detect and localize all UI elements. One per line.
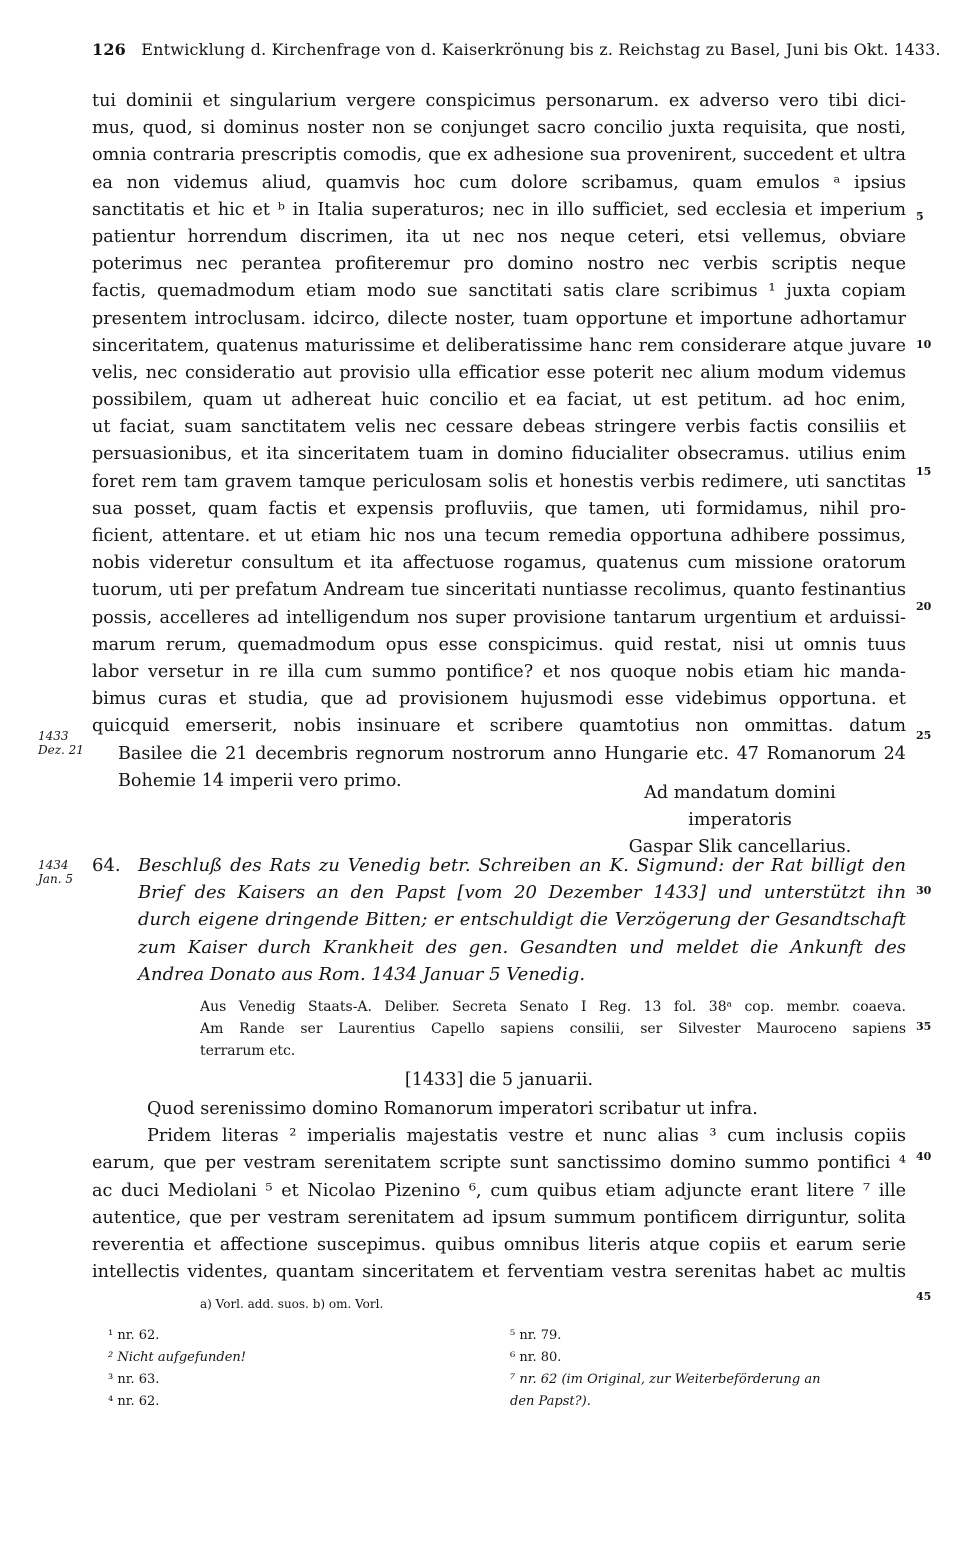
text-line: factis, quemadmodum etiam modo sue sanctitati satis clare scribimus ¹ juxta copiam: [92, 281, 906, 302]
source-line: Aus Venedig Staats-A. Deliber. Secreta Senato I Reg. 13 fol. 38ᵃ cop. membr. coaeva.: [200, 999, 906, 1015]
line-number: 30: [916, 884, 932, 897]
text-line: sua posset, quam factis et expensis profluviis, que tamen, uti formidamus, nihil pro-: [92, 498, 906, 519]
text-line: ac duci Mediolani ⁵ et Nicolao Pizenino ⁶, cum quibus etiam adjuncte erant litere ⁷ ille: [92, 1180, 906, 1201]
line-number: 20: [916, 600, 932, 613]
heading-line: Brief des Kaisers an den Papst [vom 20 Dezember 1433] und unterstützt ihn: [138, 882, 906, 904]
footnote: ⁷ nr. 62 (im Original, zur Weiterbeförderung an: [510, 1372, 821, 1387]
text-line: earum, que per vestram serenitatem scripte sunt sanctissimo domino summo pontifici ⁴: [92, 1153, 906, 1174]
line-number: 15: [916, 465, 932, 478]
document-text: [92, 1096, 906, 1286]
footnotes-right: [510, 1325, 820, 1413]
text-line: bimus curas et studia, que ad provisionem hujusmodi esse videbimus opportuna. et: [92, 689, 906, 710]
text-line: autentice, que per vestram serenitatem ad ipsum summum pontificem dirriguntur, solita: [92, 1207, 906, 1228]
margin-year: 1434: [38, 858, 69, 872]
line-number: 35: [916, 1020, 932, 1033]
text-line: ficient, attentare. et ut etiam hic nos una tecum remedia opportuna adhibere possimus,: [92, 526, 906, 546]
heading-line: durch eigene dringende Bitten; er entschuldigt die Verzögerung der Gesandtschaft: [138, 909, 906, 931]
line-number: 5: [916, 210, 924, 223]
text-line: possibilem, quam ut adhereat huic concilio et ea faciat, ut est petitum. ad hoc enim,: [92, 390, 906, 411]
footnote: ¹ nr. 62.: [108, 1328, 160, 1343]
line-number: 40: [916, 1150, 932, 1163]
letter-text: [92, 88, 906, 795]
text-line: labor versetur in re illa cum summo pontifice? et nos quoque nobis etiam hic manda-: [92, 661, 906, 682]
text-line: tuorum, uti per prefatum Andream tue sinceritati nuntiasse recolimus, quanto festinantius: [92, 580, 906, 601]
running-title: Entwicklung d. Kirchenfrage von d. Kaiserkrönung bis z. Reichstag zu Basel, Juni bis Okt. 1433.: [141, 40, 941, 59]
heading-line: Andrea Donato aus Rom. 1434 Januar 5 Venedig.: [138, 963, 586, 985]
text-line: reverentia et affectione suscepimus. quibus omnibus literis atque copiis et earum serie: [92, 1234, 906, 1255]
signature-block: [590, 780, 890, 861]
source-line: terrarum etc.: [200, 1043, 296, 1059]
text-line: persuasionibus, et ita sinceritatem tuam in domino fiducialiter obsecramus. utilius enim: [92, 444, 906, 465]
margin-date-1433: [38, 729, 84, 757]
footnote: ⁵ nr. 79.: [510, 1328, 562, 1343]
line-number: 45: [916, 1290, 932, 1303]
text-line: patientur horrendum discrimen, ita ut nec nos neque ceteri, etsi vellemus, obviare: [92, 226, 906, 247]
text-line: ea non videmus aliud, quamvis hoc cum dolore scribamus, quam emulos ᵃ ipsius: [92, 172, 906, 193]
text-line: quicquid emerserit, nobis insinuare et scribere quamtotius non ommittas. datum: [92, 716, 906, 737]
text-line: possis, accelleres ad intelligendum nos super provisione tantarum urgentium et arduissi-: [92, 607, 906, 628]
text-line: velis, nec consideratio aut provisio ulla efficatior esse poterit nec alium modum videmus: [92, 362, 906, 383]
page-number: 126: [92, 40, 126, 59]
signature-line: Gaspar Slik cancellarius.: [628, 837, 852, 857]
footnote: den Papst?).: [510, 1394, 591, 1409]
text-line: foret rem tam gravem tamque periculosam solis et honestis verbis redimere, uti sanctitas: [92, 471, 906, 492]
text-line: tui dominii et singularium vergere conspicimus personarum. ex adverso vero tibi dici-: [92, 91, 906, 111]
footnote: ² Nicht aufgefunden!: [108, 1350, 247, 1365]
margin-date-1434: [38, 858, 73, 886]
dateline: [1433] die 5 januarii.: [404, 1070, 594, 1090]
text-line: sanctitatis et hic et ᵇ in Italia superaturos; nec in illo sufficiet, sed ecclesia et imperium: [92, 199, 906, 220]
text-line: Basilee die 21 decembris regnorum nostrorum anno Hungarie etc. 47 Romanorum 24: [118, 743, 906, 764]
text-line: mus, quod, si dominus noster non se conjunget sacro concilio juxta requisita, que nosti,: [92, 118, 906, 139]
line-number: 10: [916, 338, 932, 351]
text-line: Bohemie 14 imperii vero primo.: [118, 770, 402, 791]
margin-day: Dez. 21: [38, 743, 84, 757]
source-note: [200, 996, 906, 1062]
signature-line: Ad mandatum domini imperatoris: [644, 783, 836, 830]
text-line: intellectis videntes, quantam sinceritatem et ferventiam vestra serenitas habet ac multis: [92, 1262, 906, 1283]
text-line: ut faciat, suam sanctitatem velis nec cessare debeas stringere verbis factis consiliis et: [92, 417, 906, 438]
heading-line: Beschluß des Rats zu Venedig betr. Schreiben an K. Sigmund: der Rat billigt den: [138, 855, 906, 876]
text-line: poterimus nec perantea profiteremur pro domino nostro nec verbis scriptis neque: [92, 254, 906, 275]
margin-day: Jan. 5: [38, 872, 73, 886]
source-line: Am Rande ser Laurentius Capello sapiens consilii, ser Silvester Mauroceno sapiens: [200, 1021, 906, 1037]
footnote: ³ nr. 63.: [108, 1372, 160, 1387]
heading-line: zum Kaiser durch Krankheit des gen. Gesandten und meldet die Ankunft des: [138, 936, 906, 958]
running-header: [92, 40, 941, 59]
document-heading: [138, 852, 906, 988]
text-line: sinceritatem, quatenus maturissime et deliberatissime hanc rem considerare atque juvare: [92, 335, 906, 356]
text-line: marum rerum, quemadmodum opus esse conspicimus. quid restat, nisi ut omnis tuus: [92, 634, 906, 655]
textual-notes: a) Vorl. add. suos. b) om. Vorl.: [200, 1297, 384, 1311]
footnote: ⁴ nr. 62.: [108, 1394, 160, 1409]
text-line: presentem introclusam. idcirco, dilecte noster, tuam opportune et importune adhortamur: [92, 308, 906, 329]
text-line: omnia contraria prescriptis comodis, que ex adhesione sua provenirent, succedent et ultra: [92, 145, 906, 166]
text-line: Quod serenissimo domino Romanorum imperatori scribatur ut infra.: [147, 1099, 758, 1119]
margin-year: 1433: [38, 729, 69, 743]
text-line: Pridem literas ² imperialis majestatis vestre et nunc alias ³ cum inclusis copiis: [147, 1126, 906, 1147]
line-number: 25: [916, 729, 932, 742]
footnotes-left: [108, 1325, 246, 1413]
footnote: ⁶ nr. 80.: [510, 1350, 562, 1365]
text-line: nobis videretur consultum et ita affectuose rogamus, quatenus cum missione oratorum: [92, 553, 906, 574]
document-number: 64.: [92, 855, 121, 876]
